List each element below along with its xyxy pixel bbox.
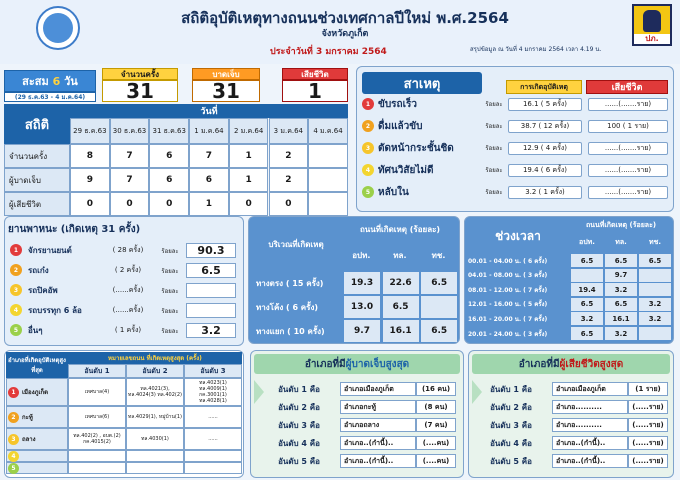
- location-col: ทช.: [431, 250, 446, 260]
- timeslot-value: 3.2: [571, 312, 603, 325]
- daily-value: 9: [70, 168, 110, 192]
- district-count: (8 คน): [416, 400, 456, 414]
- timeslot-value: 6.5: [605, 254, 637, 267]
- daily-value: 0: [229, 192, 269, 216]
- location-row-label: ทางโค้ง ( 6 ครั้ง): [256, 302, 319, 312]
- district-count: (.....ราย): [628, 400, 668, 414]
- timeslot-col: อปท.: [579, 237, 595, 246]
- district-road: [184, 462, 242, 474]
- pct-label: ร้อยละ: [485, 123, 503, 130]
- daily-value: 0: [70, 192, 110, 216]
- date-header: 4 ม.ค.64: [308, 118, 348, 144]
- district-name: กะทู้: [22, 414, 33, 421]
- location-value: [421, 296, 457, 318]
- rank-label: อันดับ 4 คือ: [278, 438, 320, 448]
- district-road: ......: [184, 428, 242, 450]
- rank-badge: 3: [8, 434, 19, 445]
- district-road: [126, 450, 184, 462]
- district-road: [68, 450, 126, 462]
- district-name: [22, 462, 68, 474]
- rank-badge: 5: [8, 463, 19, 474]
- timeslot-row-label: 12.01 - 16.00 น. ( 5 ครั้ง): [468, 301, 548, 309]
- date-header: 3 ม.ค.64: [269, 118, 309, 144]
- vehicle-pct: 3.2: [186, 323, 236, 338]
- location-row-label: ทางตรง ( 15 ครั้ง): [256, 278, 324, 288]
- pct-label: ร้อยละ: [161, 327, 179, 335]
- rank-badge: 4: [362, 164, 374, 176]
- rank-label: อันดับ 1 คือ: [278, 384, 320, 394]
- district-head-top: หมายเลขถนน ที่เกิดเหตุสูงสุด (ครั้ง): [68, 352, 242, 364]
- rank-label: อันดับ 5 คือ: [490, 456, 532, 466]
- pct-label: ร้อยละ: [485, 189, 503, 196]
- date-header: 30 ธ.ค.63: [110, 118, 150, 144]
- district-road: [184, 450, 242, 462]
- location-col: อปท.: [352, 250, 371, 260]
- daily-value: 7: [189, 144, 229, 168]
- timeslot-row-label: 08.01 - 12.00 น. ( 7 ครั้ง): [468, 286, 548, 294]
- province-label: จังหวัดภูเก็ต: [321, 29, 369, 39]
- cause-name: หลับใน: [378, 186, 409, 198]
- cause-value: 19.4 ( 6 ครั้ง): [508, 164, 582, 177]
- daily-value: 2: [269, 144, 309, 168]
- hand-icon: [643, 10, 661, 32]
- timeslot-value: 3.2: [605, 283, 637, 296]
- timeslot-value: [639, 269, 671, 282]
- timeslot-value: 19.4: [571, 283, 603, 296]
- vehicle-name: อื่นๆ: [28, 326, 43, 335]
- rank-badge: 3: [362, 142, 374, 154]
- timeslot-value: 9.7: [605, 269, 637, 282]
- district-name: อำเภอถลาง: [340, 418, 416, 432]
- district-name: เมืองภูเก็ต: [22, 389, 49, 396]
- location-value: 22.6: [383, 272, 419, 294]
- vehicle-name: รถเก๋ง: [28, 266, 49, 275]
- cases-total: 31: [102, 80, 178, 102]
- district-road: ทล.402(2) , อบต.(2) กค.4015(2): [68, 428, 126, 450]
- location-value: 6.5: [421, 320, 457, 342]
- district-rank: อันดับ 2: [126, 364, 184, 378]
- district-road: ......: [184, 406, 242, 428]
- timeslot-row-label: 04.01 - 08.00 น. ( 3 ครั้ง): [468, 272, 548, 280]
- daily-value: 6: [149, 144, 189, 168]
- timeslot-value: 16.1: [605, 312, 637, 325]
- district-road: ทล.4023(1) ทล.4009(1) กค.3001(1) ทล.4028(1): [184, 378, 242, 406]
- report-date: ประจำวันที่ 3 มกราคม 2564: [270, 47, 387, 57]
- daily-row-label: ผู้บาดเจ็บ: [4, 168, 70, 192]
- vehicle-count: ( 28 ครั้ง): [112, 246, 144, 254]
- rank-badge: 5: [10, 324, 22, 336]
- rank-badge: 4: [8, 451, 19, 462]
- rank-badge: 3: [10, 284, 22, 296]
- daily-value: 6: [149, 168, 189, 192]
- cause-deaths: ......(.......ราย): [588, 186, 668, 199]
- deaths-label: เสียชีวิต: [282, 68, 348, 80]
- injured-total: 31: [192, 80, 260, 102]
- district-road: ทล.4021(3), ทล.4024(3) ทล.402(2): [126, 378, 184, 406]
- timeslot-row-label: 20.01 - 24.00 น. ( 3 ครั้ง): [468, 330, 548, 338]
- district-count: (.....ราย): [628, 436, 668, 450]
- location-value: 13.0: [344, 296, 380, 318]
- district-count: (1 ราย): [628, 382, 668, 396]
- vehicle-count: (......ครั้ง): [112, 306, 144, 314]
- district-road: ทล.4030(1): [126, 428, 184, 450]
- date-header: 29 ธ.ค.63: [70, 118, 110, 144]
- vehicle-count: ( 2 ครั้ง): [114, 266, 142, 274]
- cause-name: ตัดหน้ากระชั้นชิด: [378, 142, 454, 154]
- pct-label: ร้อยละ: [485, 101, 503, 108]
- district-count: (7 คน): [416, 418, 456, 432]
- pct-label: ร้อยละ: [485, 167, 503, 174]
- rank-label: อันดับ 4 คือ: [490, 438, 532, 448]
- injured-top-title: อำเภอที่มี ผู้บาดเจ็บสูงสุด: [254, 354, 460, 374]
- timeslot-value: 3.2: [605, 327, 637, 340]
- timeslot-col: ทช.: [648, 237, 662, 246]
- rank-badge: 2: [8, 412, 19, 423]
- timeslot-value: 6.5: [639, 254, 671, 267]
- date-header: 31 ธ.ค.63: [149, 118, 189, 144]
- district-name: อำเภอเมืองภูเก็ต: [340, 382, 416, 396]
- arrow-decor: [254, 380, 264, 404]
- cause-deaths: ......(.......ราย): [588, 98, 668, 111]
- day-label: วันที่: [70, 104, 348, 118]
- vehicle-count: (......ครั้ง): [112, 286, 144, 294]
- district-count: (....คน): [416, 454, 456, 468]
- daily-value: 6: [189, 168, 229, 192]
- cause-value: 3.2 ( 1 ครั้ง): [508, 186, 582, 199]
- district-count: (....คน): [416, 436, 456, 450]
- district-name: อำเภอ..(กำนี้)..: [340, 436, 416, 450]
- vehicle-pct: 6.5: [186, 263, 236, 278]
- pct-label: ร้อยละ: [485, 145, 503, 152]
- district-name: อำเภอ..(กำนี้)..: [552, 454, 628, 468]
- daily-row-label: จำนวนครั้ง: [4, 144, 70, 168]
- vehicle-pct: [186, 303, 236, 318]
- district-road: ทล.4029(1), หมู่บ้าน(1): [126, 406, 184, 428]
- rank-label: อันดับ 5 คือ: [278, 456, 320, 466]
- timeslot-row-label: 16.01 - 20.00 น. ( 7 ครั้ง): [468, 315, 548, 323]
- rank-badge: 1: [10, 244, 22, 256]
- location-value: 6.5: [383, 296, 419, 318]
- deaths-total: 1: [282, 80, 348, 102]
- pct-label: ร้อยละ: [161, 247, 179, 255]
- pct-label: ร้อยละ: [161, 307, 179, 315]
- police-emblem-icon: [36, 6, 80, 50]
- daily-value: 0: [110, 192, 150, 216]
- district-road: [68, 462, 126, 474]
- location-value: 19.3: [344, 272, 380, 294]
- rank-label: อันดับ 2 คือ: [490, 402, 532, 412]
- daily-value: [308, 168, 348, 192]
- timeslot-value: 6.5: [571, 254, 603, 267]
- daily-value: 7: [110, 144, 150, 168]
- district-name: อำเภอ..(กำนี้)..: [552, 436, 628, 450]
- daily-value: 1: [229, 168, 269, 192]
- daily-row-label: ผู้เสียชีวิต: [4, 192, 70, 216]
- daily-value: 1: [229, 144, 269, 168]
- vehicle-name: รถบรรทุก 6 ล้อ: [28, 306, 82, 315]
- district-road: เทศบาล(6): [68, 406, 126, 428]
- district-count: (.....ราย): [628, 454, 668, 468]
- date-header: 2 ม.ค.64: [229, 118, 269, 144]
- causes-col-accidents: การเกิดอุบัติเหตุ: [506, 80, 582, 94]
- location-value: 9.7: [344, 320, 380, 342]
- timeslot-value: 6.5: [605, 298, 637, 311]
- district-rank: อันดับ 1: [68, 364, 126, 378]
- district-name: อำเภอ..........: [552, 418, 628, 432]
- timeslot-col: ทล.: [615, 237, 627, 246]
- stat-label: สถิติ: [4, 104, 70, 144]
- death-top-title: อำเภอที่มี ผู้เสียชีวิตสูงสุด: [472, 354, 670, 374]
- district-road: เทศบาล(4): [68, 378, 126, 406]
- district-name: อำเภอ..(กำนี้)..: [340, 454, 416, 468]
- cause-value: 12.9 ( 4 ครั้ง): [508, 142, 582, 155]
- timeslot-value: 6.5: [571, 327, 603, 340]
- accum-range: (29 ธ.ค.63 - 4 ม.ค.64): [4, 92, 96, 102]
- vehicle-pct: 90.3: [186, 243, 236, 258]
- timeslot-title: ช่วงเวลา: [495, 228, 541, 243]
- injured-label: บาดเจ็บ: [192, 68, 260, 80]
- vehicle-count: ( 1 ครั้ง): [114, 326, 142, 334]
- vehicle-name: รถปิคอัพ: [28, 286, 58, 295]
- location-value: 6.5: [421, 272, 457, 294]
- date-header: 1 ม.ค.64: [189, 118, 229, 144]
- daily-value: 8: [70, 144, 110, 168]
- summary-note: สรุปข้อมูล ณ วันที่ 4 มกราคม 2564 เวลา 4.19 น.: [470, 46, 602, 53]
- cause-name: ดื่มแล้วขับ: [378, 120, 423, 132]
- timeslot-value: [571, 269, 603, 282]
- rank-badge: 2: [362, 120, 374, 132]
- daily-value: 0: [149, 192, 189, 216]
- timeslot-header: ถนนที่เกิดเหตุ (ร้อยละ): [585, 220, 657, 229]
- cause-name: ทัศนวิสัยไม่ดี: [378, 164, 434, 176]
- rank-label: อันดับ 3 คือ: [278, 420, 320, 430]
- cause-deaths: ......(.......ราย): [588, 164, 668, 177]
- pct-label: ร้อยละ: [161, 287, 179, 295]
- causes-col-deaths: เสียชีวิต: [586, 80, 668, 94]
- district-count: (.....ราย): [628, 418, 668, 432]
- district-name: อำเภอกะทู้: [340, 400, 416, 414]
- daily-value: 2: [269, 168, 309, 192]
- accum-days: สะสม 6 วัน: [4, 70, 96, 92]
- cause-value: 16.1 ( 5 ครั้ง): [508, 98, 582, 111]
- rank-label: อันดับ 1 คือ: [490, 384, 532, 394]
- cause-deaths: 100 ( 1 ราย): [588, 120, 668, 133]
- location-col: ทล.: [393, 250, 407, 260]
- timeslot-row-label: 00.01 - 04.00 น. ( 6 ครั้ง): [468, 257, 548, 265]
- pct-label: ร้อยละ: [161, 267, 179, 275]
- timeslot-value: 6.5: [571, 298, 603, 311]
- disaster-dept-logo: [632, 4, 672, 46]
- location-title: บริเวณที่เกิดเหตุ: [268, 239, 324, 249]
- district-name: อำเภอเมืองภูเก็ต: [552, 382, 628, 396]
- vehicles-title: ยานพาหนะ (เกิดเหตุ 31 ครั้ง): [8, 223, 141, 235]
- district-name: อำเภอ..........: [552, 400, 628, 414]
- rank-label: อันดับ 3 คือ: [490, 420, 532, 430]
- daily-value: [308, 144, 348, 168]
- district-road: [126, 462, 184, 474]
- rank-label: อันดับ 2 คือ: [278, 402, 320, 412]
- cause-deaths: ......(.......ราย): [588, 142, 668, 155]
- daily-value: 1: [189, 192, 229, 216]
- district-head-left: อำเภอที่เกิดอุบัติเหตุสูงที่สุด: [6, 352, 68, 378]
- timeslot-value: 3.2: [639, 298, 671, 311]
- location-value: 16.1: [383, 320, 419, 342]
- district-name: ถลาง: [22, 436, 36, 443]
- location-header: ถนนที่เกิดเหตุ (ร้อยละ): [359, 224, 441, 234]
- rank-badge: 1: [362, 98, 374, 110]
- rank-badge: 5: [362, 186, 374, 198]
- timeslot-value: [639, 327, 671, 340]
- cases-label: จำนวนครั้ง: [102, 68, 178, 80]
- district-rank: อันดับ 3: [184, 364, 242, 378]
- district-name: [22, 450, 68, 462]
- cause-value: 38.7 ( 12 ครั้ง): [508, 120, 582, 133]
- vehicle-name: จักรยานยนต์: [28, 246, 72, 255]
- vehicle-pct: [186, 283, 236, 298]
- daily-value: 0: [269, 192, 309, 216]
- timeslot-value: [639, 283, 671, 296]
- location-row-label: ทางแยก ( 10 ครั้ง): [256, 326, 325, 336]
- district-count: (16 คน): [416, 382, 456, 396]
- daily-value: [308, 192, 348, 216]
- rank-badge: 1: [8, 387, 19, 398]
- cause-name: ขับรถเร็ว: [378, 98, 418, 110]
- rank-badge: 4: [10, 304, 22, 316]
- daily-value: 7: [110, 168, 150, 192]
- logo-text: ปภ.: [634, 34, 670, 44]
- page-title: สถิติอุบัติเหตุทางถนนช่วงเทศกาลปีใหม่ พ.ศ.2564: [181, 9, 509, 27]
- causes-title: สาเหตุ: [362, 72, 482, 94]
- rank-badge: 2: [10, 264, 22, 276]
- timeslot-value: 3.2: [639, 312, 671, 325]
